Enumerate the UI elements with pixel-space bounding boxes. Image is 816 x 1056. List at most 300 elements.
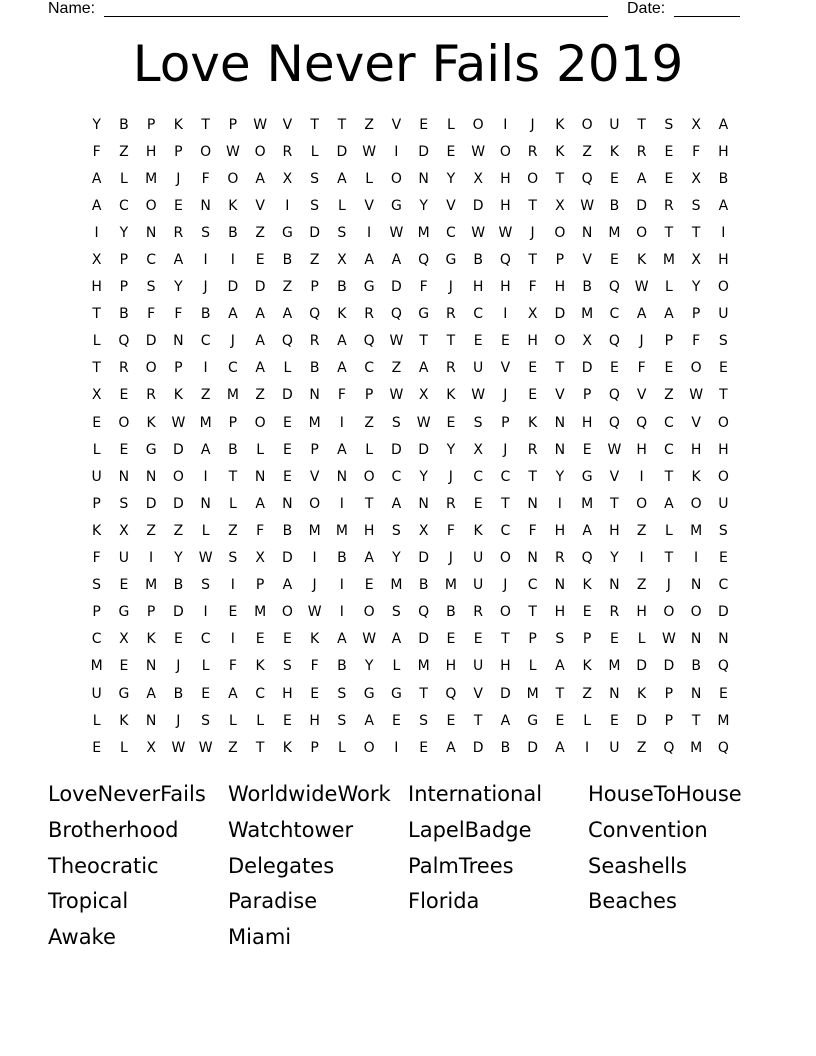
grid-letter[interactable]: Z [636, 522, 647, 539]
grid-letter[interactable]: H [554, 522, 566, 539]
grid-letter[interactable]: T [528, 604, 537, 621]
grid-letter[interactable]: N [173, 333, 184, 350]
grid-letter[interactable]: I [339, 604, 344, 621]
grid-letter[interactable]: Y [392, 550, 401, 567]
grid-letter[interactable]: E [119, 658, 129, 675]
grid-letter[interactable]: O [663, 604, 675, 621]
grid-letter[interactable]: Q [581, 550, 593, 567]
grid-letter[interactable]: D [336, 143, 348, 160]
grid-letter[interactable]: B [173, 685, 184, 702]
grid-letter[interactable]: M [690, 739, 703, 756]
grid-letter[interactable]: W [498, 224, 513, 241]
grid-letter[interactable]: D [717, 604, 729, 621]
grid-letter[interactable]: L [201, 522, 210, 539]
grid-letter[interactable]: P [555, 252, 565, 269]
grid-letter[interactable]: E [255, 252, 265, 269]
grid-letter[interactable]: L [664, 279, 673, 296]
grid-letter[interactable]: V [282, 116, 293, 133]
grid-letter[interactable]: E [119, 387, 129, 404]
grid-letter[interactable]: P [528, 631, 537, 648]
grid-letter[interactable]: C [473, 306, 484, 323]
grid-letter[interactable]: D [418, 550, 430, 567]
grid-letter[interactable]: F [692, 333, 701, 350]
grid-letter[interactable]: S [92, 577, 102, 594]
grid-letter[interactable]: B [309, 360, 320, 377]
grid-letter[interactable]: I [639, 550, 644, 567]
grid-letter[interactable]: W [362, 631, 377, 648]
grid-letter[interactable]: G [445, 252, 457, 269]
grid-letter[interactable]: P [582, 631, 592, 648]
grid-letter[interactable]: N [254, 468, 266, 485]
grid-letter[interactable]: L [92, 441, 101, 458]
grid-letter[interactable]: D [281, 387, 293, 404]
grid-letter[interactable]: E [228, 604, 238, 621]
grid-letter[interactable]: O [690, 495, 702, 512]
grid-letter[interactable]: E [282, 712, 292, 729]
grid-letter[interactable]: E [446, 143, 456, 160]
grid-letter[interactable]: J [448, 550, 453, 567]
grid-letter[interactable]: Y [610, 550, 619, 567]
grid-letter[interactable]: I [503, 306, 508, 323]
grid-letter[interactable]: T [555, 360, 565, 377]
grid-letter[interactable]: E [718, 360, 728, 377]
grid-letter[interactable]: H [554, 604, 566, 621]
grid-letter[interactable]: S [664, 116, 674, 133]
grid-letter[interactable]: M [581, 306, 594, 323]
grid-letter[interactable]: D [172, 441, 184, 458]
grid-letter[interactable]: Q [608, 279, 620, 296]
grid-letter[interactable]: R [664, 197, 674, 214]
grid-letter[interactable]: O [717, 468, 729, 485]
grid-letter[interactable]: O [254, 143, 266, 160]
grid-letter[interactable]: D [172, 495, 184, 512]
grid-letter[interactable]: D [390, 279, 402, 296]
grid-letter[interactable]: H [636, 441, 647, 458]
grid-letter[interactable]: C [118, 197, 129, 214]
grid-letter[interactable]: P [146, 604, 156, 621]
grid-letter[interactable]: O [499, 550, 511, 567]
grid-letter[interactable]: Q [608, 333, 620, 350]
grid-letter[interactable]: O [499, 604, 511, 621]
grid-letter[interactable]: I [230, 631, 235, 648]
grid-letter[interactable]: V [609, 468, 620, 485]
grid-letter[interactable]: O [363, 468, 375, 485]
grid-letter[interactable]: J [503, 577, 508, 594]
grid-letter[interactable]: L [228, 712, 237, 729]
grid-letter[interactable]: K [119, 712, 129, 729]
grid-letter[interactable]: Z [364, 414, 374, 431]
grid-letter[interactable]: F [147, 306, 156, 323]
grid-letter[interactable]: T [664, 224, 674, 241]
grid-letter[interactable]: G [418, 306, 430, 323]
grid-letter[interactable]: A [91, 197, 102, 214]
grid-letter[interactable]: S [201, 577, 211, 594]
grid-letter[interactable]: S [228, 550, 238, 567]
grid-letter[interactable]: S [718, 333, 728, 350]
grid-letter[interactable]: R [146, 387, 156, 404]
grid-letter[interactable]: I [367, 224, 372, 241]
grid-letter[interactable]: W [634, 279, 649, 296]
grid-letter[interactable]: C [609, 306, 620, 323]
grid-letter[interactable]: D [145, 333, 157, 350]
grid-letter[interactable]: A [337, 631, 347, 648]
grid-letter[interactable]: Q [663, 739, 675, 756]
grid-letter[interactable]: D [636, 712, 648, 729]
grid-letter[interactable]: K [173, 116, 183, 133]
grid-letter[interactable]: I [203, 360, 208, 377]
grid-letter[interactable]: Q [499, 252, 511, 269]
grid-letter[interactable]: M [662, 252, 675, 269]
grid-letter[interactable]: A [446, 739, 456, 756]
grid-letter[interactable]: M [90, 658, 103, 675]
grid-letter[interactable]: C [91, 631, 102, 648]
grid-letter[interactable]: B [200, 306, 211, 323]
grid-letter[interactable]: I [203, 252, 208, 269]
grid-letter[interactable]: N [581, 224, 593, 241]
grid-letter[interactable]: K [228, 197, 238, 214]
grid-letter[interactable]: N [282, 495, 293, 512]
grid-letter[interactable]: N [527, 550, 538, 567]
grid-letter[interactable]: Z [255, 224, 265, 241]
grid-letter[interactable]: K [173, 387, 183, 404]
grid-letter[interactable]: A [173, 252, 184, 269]
grid-letter[interactable]: N [309, 387, 320, 404]
grid-letter[interactable]: A [364, 252, 374, 269]
grid-letter[interactable]: M [308, 414, 321, 431]
grid-letter[interactable]: T [419, 685, 428, 702]
grid-letter[interactable]: K [582, 577, 592, 594]
grid-letter[interactable]: P [228, 414, 238, 431]
grid-letter[interactable]: H [91, 279, 102, 296]
grid-letter[interactable]: B [337, 658, 347, 675]
grid-letter[interactable]: J [448, 468, 453, 485]
grid-letter[interactable]: Z [200, 387, 211, 404]
grid-letter[interactable]: C [718, 577, 729, 594]
grid-letter[interactable]: G [145, 441, 157, 458]
grid-letter[interactable]: L [664, 522, 673, 539]
grid-letter[interactable]: E [201, 685, 211, 702]
grid-letter[interactable]: E [664, 170, 674, 187]
grid-letter[interactable]: H [500, 197, 511, 214]
grid-letter[interactable]: Y [119, 224, 129, 241]
grid-letter[interactable]: M [417, 658, 430, 675]
grid-letter[interactable]: C [500, 522, 511, 539]
grid-letter[interactable]: E [718, 685, 728, 702]
grid-letter[interactable]: A [582, 522, 592, 539]
grid-letter[interactable]: O [717, 414, 729, 431]
grid-letter[interactable]: V [636, 387, 647, 404]
grid-letter[interactable]: R [446, 306, 456, 323]
grid-letter[interactable]: A [718, 116, 729, 133]
grid-letter[interactable]: T [719, 387, 728, 404]
grid-letter[interactable]: P [364, 387, 374, 404]
grid-letter[interactable]: C [255, 685, 266, 702]
grid-letter[interactable]: W [607, 441, 622, 458]
grid-letter[interactable]: M [308, 522, 321, 539]
grid-letter[interactable]: W [416, 414, 431, 431]
grid-letter[interactable]: L [392, 658, 401, 675]
grid-letter[interactable]: O [390, 170, 402, 187]
grid-letter[interactable]: M [608, 224, 621, 241]
grid-letter[interactable]: X [582, 333, 592, 350]
grid-letter[interactable]: A [636, 170, 647, 187]
grid-letter[interactable]: S [337, 712, 347, 729]
grid-letter[interactable]: E [528, 387, 538, 404]
grid-letter[interactable]: Q [281, 333, 293, 350]
grid-letter[interactable]: R [636, 143, 647, 160]
grid-letter[interactable]: T [201, 116, 210, 133]
grid-letter[interactable]: W [225, 143, 240, 160]
grid-letter[interactable]: D [145, 495, 157, 512]
grid-letter[interactable]: F [201, 170, 210, 187]
grid-letter[interactable]: N [145, 712, 157, 729]
grid-letter[interactable]: P [310, 739, 319, 756]
grid-letter[interactable]: A [364, 550, 374, 567]
grid-letter[interactable]: V [391, 116, 402, 133]
grid-letter[interactable]: K [255, 658, 265, 675]
grid-letter[interactable]: T [92, 306, 101, 323]
grid-letter[interactable]: J [448, 279, 453, 296]
grid-letter[interactable]: E [391, 712, 401, 729]
grid-letter[interactable]: M [254, 604, 267, 621]
grid-letter[interactable]: P [310, 441, 319, 458]
grid-letter[interactable]: K [582, 658, 592, 675]
grid-letter[interactable]: F [692, 143, 701, 160]
grid-letter[interactable]: I [503, 116, 508, 133]
grid-letter[interactable]: D [581, 360, 593, 377]
grid-letter[interactable]: Q [717, 658, 729, 675]
grid-letter[interactable]: I [585, 739, 590, 756]
grid-letter[interactable]: A [500, 712, 511, 729]
grid-letter[interactable]: I [94, 224, 99, 241]
grid-letter[interactable]: B [119, 306, 129, 323]
grid-letter[interactable]: W [389, 333, 404, 350]
grid-letter[interactable]: L [583, 712, 592, 729]
grid-letter[interactable]: N [336, 468, 348, 485]
grid-letter[interactable]: L [201, 658, 210, 675]
grid-letter[interactable]: Z [309, 252, 320, 269]
grid-letter[interactable]: Q [445, 685, 457, 702]
grid-letter[interactable]: Y [446, 170, 456, 187]
grid-letter[interactable]: E [419, 116, 429, 133]
grid-letter[interactable]: P [146, 116, 156, 133]
grid-letter[interactable]: E [282, 414, 292, 431]
grid-letter[interactable]: F [174, 306, 183, 323]
grid-letter[interactable]: E [364, 577, 374, 594]
grid-letter[interactable]: V [500, 360, 511, 377]
grid-letter[interactable]: N [118, 468, 130, 485]
grid-letter[interactable]: N [527, 495, 538, 512]
grid-letter[interactable]: S [337, 224, 347, 241]
grid-letter[interactable]: J [666, 577, 671, 594]
grid-letter[interactable]: S [310, 197, 320, 214]
grid-letter[interactable]: H [145, 143, 157, 160]
grid-letter[interactable]: W [661, 631, 676, 648]
grid-letter[interactable]: Y [92, 116, 101, 133]
grid-letter[interactable]: V [473, 685, 483, 702]
grid-letter[interactable]: F [446, 522, 455, 539]
grid-letter[interactable]: O [254, 414, 266, 431]
grid-letter[interactable]: Q [717, 739, 729, 756]
grid-letter[interactable]: T [691, 712, 701, 729]
grid-letter[interactable]: S [691, 197, 701, 214]
grid-letter[interactable]: S [555, 631, 565, 648]
grid-letter[interactable]: C [227, 360, 238, 377]
grid-letter[interactable]: K [146, 631, 156, 648]
grid-letter[interactable]: P [691, 306, 701, 323]
grid-letter[interactable]: Z [119, 143, 129, 160]
grid-letter[interactable]: F [92, 143, 101, 160]
grid-letter[interactable]: Q [581, 170, 593, 187]
grid-letter[interactable]: U [91, 468, 102, 485]
grid-letter[interactable]: S [718, 522, 728, 539]
date-field-line[interactable] [674, 16, 740, 17]
grid-letter[interactable]: I [339, 577, 344, 594]
grid-letter[interactable]: N [145, 658, 157, 675]
grid-letter[interactable]: E [119, 441, 129, 458]
grid-letter[interactable]: C [200, 631, 211, 648]
grid-letter[interactable]: N [145, 224, 157, 241]
grid-letter[interactable]: D [254, 279, 266, 296]
grid-letter[interactable]: W [471, 143, 486, 160]
grid-letter[interactable]: O [581, 116, 593, 133]
grid-letter[interactable]: H [636, 604, 647, 621]
grid-letter[interactable]: U [609, 116, 620, 133]
grid-letter[interactable]: W [471, 224, 486, 241]
grid-letter[interactable]: N [690, 577, 702, 594]
grid-letter[interactable]: Z [146, 522, 156, 539]
grid-letter[interactable]: L [365, 441, 374, 458]
grid-letter[interactable]: J [312, 577, 317, 594]
grid-letter[interactable]: O [690, 360, 702, 377]
grid-letter[interactable]: B [282, 522, 293, 539]
grid-letter[interactable]: E [92, 739, 102, 756]
grid-letter[interactable]: J [176, 170, 181, 187]
grid-letter[interactable]: P [664, 712, 674, 729]
grid-letter[interactable]: X [255, 550, 265, 567]
grid-letter[interactable]: O [554, 333, 566, 350]
grid-letter[interactable]: T [691, 224, 701, 241]
grid-letter[interactable]: A [337, 170, 347, 187]
grid-letter[interactable]: X [691, 252, 701, 269]
grid-letter[interactable]: I [230, 252, 235, 269]
grid-letter[interactable]: S [391, 414, 401, 431]
grid-letter[interactable]: F [337, 387, 346, 404]
grid-letter[interactable]: Z [636, 739, 647, 756]
grid-letter[interactable]: T [310, 116, 319, 133]
grid-letter[interactable]: H [718, 143, 729, 160]
grid-letter[interactable]: A [282, 306, 293, 323]
grid-letter[interactable]: E [473, 631, 483, 648]
grid-letter[interactable]: E [718, 550, 728, 567]
grid-letter[interactable]: S [419, 712, 429, 729]
grid-letter[interactable]: I [312, 550, 317, 567]
grid-letter[interactable]: N [718, 631, 729, 648]
grid-letter[interactable]: D [499, 685, 511, 702]
grid-letter[interactable]: T [419, 333, 428, 350]
grid-letter[interactable]: B [119, 116, 129, 133]
grid-letter[interactable]: C [473, 468, 484, 485]
grid-letter[interactable]: K [146, 414, 156, 431]
grid-letter[interactable]: C [445, 224, 456, 241]
grid-letter[interactable]: J [503, 387, 508, 404]
grid-letter[interactable]: O [363, 739, 375, 756]
grid-letter[interactable]: E [282, 468, 292, 485]
grid-letter[interactable]: S [391, 604, 401, 621]
grid-letter[interactable]: Q [608, 387, 620, 404]
grid-letter[interactable]: H [554, 279, 566, 296]
grid-letter[interactable]: V [309, 468, 320, 485]
grid-letter[interactable]: E [664, 143, 674, 160]
grid-letter[interactable]: O [118, 414, 130, 431]
grid-letter[interactable]: N [418, 495, 429, 512]
grid-letter[interactable]: Z [228, 522, 238, 539]
grid-letter[interactable]: T [664, 468, 674, 485]
grid-letter[interactable]: C [663, 441, 674, 458]
grid-letter[interactable]: S [473, 414, 483, 431]
grid-letter[interactable]: L [228, 495, 237, 512]
grid-letter[interactable]: A [391, 252, 402, 269]
grid-letter[interactable]: Q [636, 414, 648, 431]
grid-letter[interactable]: L [637, 631, 646, 648]
grid-letter[interactable]: T [610, 495, 619, 512]
grid-letter[interactable]: K [528, 414, 538, 431]
grid-letter[interactable]: P [174, 143, 183, 160]
grid-letter[interactable]: P [310, 279, 319, 296]
grid-letter[interactable]: E [310, 685, 320, 702]
grid-letter[interactable]: E [446, 414, 456, 431]
grid-letter[interactable]: O [227, 170, 239, 187]
grid-letter[interactable]: E [582, 441, 592, 458]
grid-letter[interactable]: A [255, 170, 265, 187]
grid-letter[interactable]: E [173, 197, 183, 214]
grid-letter[interactable]: O [281, 604, 293, 621]
grid-letter[interactable]: E [119, 577, 129, 594]
grid-letter[interactable]: P [228, 116, 238, 133]
grid-letter[interactable]: G [581, 468, 593, 485]
grid-letter[interactable]: R [527, 143, 538, 160]
grid-letter[interactable]: X [146, 739, 156, 756]
grid-letter[interactable]: A [255, 360, 265, 377]
grid-letter[interactable]: R [282, 143, 293, 160]
grid-letter[interactable]: S [310, 170, 320, 187]
grid-letter[interactable]: O [636, 224, 648, 241]
grid-letter[interactable]: M [226, 387, 239, 404]
grid-letter[interactable]: J [230, 333, 235, 350]
grid-letter[interactable]: Y [174, 279, 183, 296]
grid-letter[interactable]: A [282, 577, 293, 594]
grid-letter[interactable]: U [473, 658, 484, 675]
grid-letter[interactable]: O [309, 495, 321, 512]
grid-letter[interactable]: M [390, 577, 403, 594]
grid-letter[interactable]: B [582, 279, 592, 296]
grid-letter[interactable]: H [718, 252, 729, 269]
grid-letter[interactable]: O [145, 197, 157, 214]
grid-letter[interactable]: A [636, 306, 647, 323]
grid-letter[interactable]: T [364, 495, 374, 512]
grid-letter[interactable]: L [337, 197, 346, 214]
grid-letter[interactable]: T [555, 685, 565, 702]
grid-letter[interactable]: M [145, 170, 158, 187]
grid-letter[interactable]: A [255, 495, 265, 512]
grid-letter[interactable]: H [581, 414, 593, 431]
grid-letter[interactable]: D [527, 739, 539, 756]
grid-letter[interactable]: A [337, 360, 347, 377]
grid-letter[interactable]: Y [446, 441, 456, 458]
grid-letter[interactable]: K [337, 306, 347, 323]
grid-letter[interactable]: A [228, 685, 238, 702]
grid-letter[interactable]: I [285, 197, 290, 214]
